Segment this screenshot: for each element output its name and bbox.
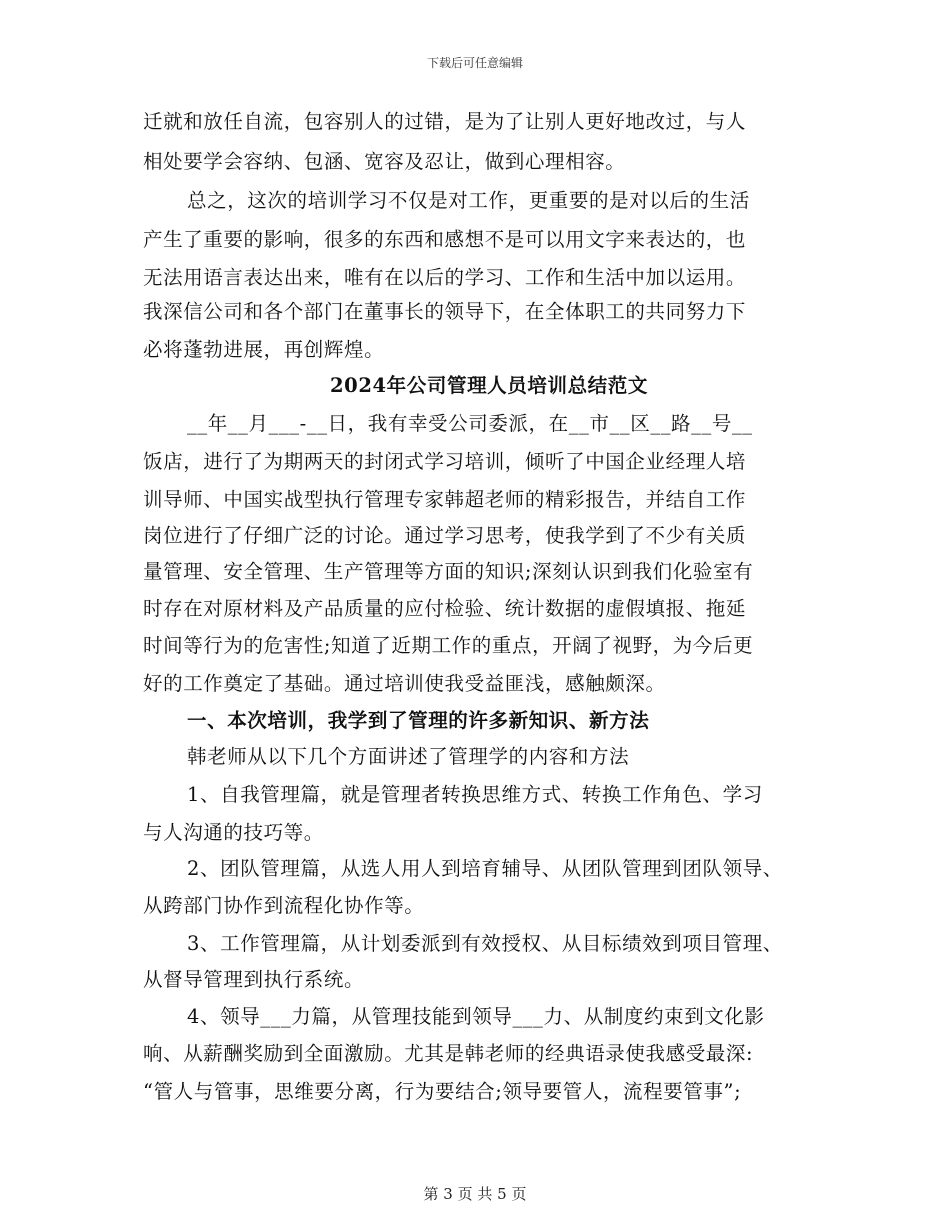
list-item-line: 1、自我管理篇，就是管理者转换思维方式、转换工作角色、学习 [187,783,763,806]
list-item-line: 响、从薪酬奖励到全面激励。尤其是韩老师的经典语录使我感受最深: [143,1042,754,1065]
paragraph-line: 量管理、安全管理、生产管理等方面的知识;深刻认识到我们化验室有 [143,560,754,583]
paragraph-line: 总之，这次的培训学习不仅是对工作，更重要的是对以后的生活 [187,189,750,212]
article-title: 2024年公司管理人员培训总结范文 [330,374,648,397]
list-item-line: 4、领导___力篇，从管理技能到领导___力、从制度约束到文化影 [187,1005,765,1028]
page-header-note: 下载后可任意编辑 [426,56,523,70]
paragraph-line: 好的工作奠定了基础。通过培训使我受益匪浅，感触颇深。 [143,672,666,695]
list-item-line: 2、团队管理篇，从选人用人到培育辅导、从团队管理到团队领导、 [187,857,783,880]
paragraph-line: 必将蓬勃进展，再创辉煌。 [143,338,385,361]
paragraph-line: 训导师、中国实战型执行管理专家韩超老师的精彩报告，并结自工作 [143,488,747,511]
page-number: 第 3 页 共 5 页 [423,1185,527,1203]
list-item-line: 与人沟通的技巧等。 [143,821,324,844]
paragraph-line: 韩老师从以下几个方面讲述了管理学的内容和方法 [187,745,630,768]
paragraph-line: 饭店，进行了为期两天的封闭式学习培训，倾听了中国企业经理人培 [143,450,747,473]
quote-line: “管人与管事，思维要分离，行为要结合;领导要管人，流程要管事”; [143,1080,742,1103]
list-item-line: 从跨部门协作到流程化协作等。 [143,894,425,917]
paragraph-line: 时存在对原材料及产品质量的应付检验、统计数据的虚假填报、拖延 [143,597,747,620]
paragraph-line: 迁就和放任自流，包容别人的过错，是为了让别人更好地改过，与人 [143,110,747,133]
paragraph-line: 我深信公司和各个部门在董事长的领导下，在全体职工的共同努力下 [143,300,747,323]
paragraph-line: 岗位进行了仔细广泛的讨论。通过学习思考，使我学到了不少有关质 [143,524,747,547]
paragraph-line: 时间等行为的危害性;知道了近期工作的重点，开阔了视野，为今后更 [143,634,754,657]
section-heading: 一、本次培训，我学到了管理的许多新知识、新方法 [187,709,650,732]
paragraph-line: 相处要学会容纳、包涵、宽容及忍让，做到心理相容。 [143,150,626,173]
paragraph-line: __年__月___-__日，我有幸受公司委派，在__市__区__路__号__ [187,412,753,435]
list-item-line: 3、工作管理篇，从计划委派到有效授权、从目标绩效到项目管理、 [187,932,783,955]
paragraph-line: 无法用语言表达出来，唯有在以后的学习、工作和生活中加以运用。 [143,266,747,289]
paragraph-line: 产生了重要的影响，很多的东西和感想不是可以用文字来表达的，也 [143,228,747,251]
list-item-line: 从督导管理到执行系统。 [143,968,365,991]
